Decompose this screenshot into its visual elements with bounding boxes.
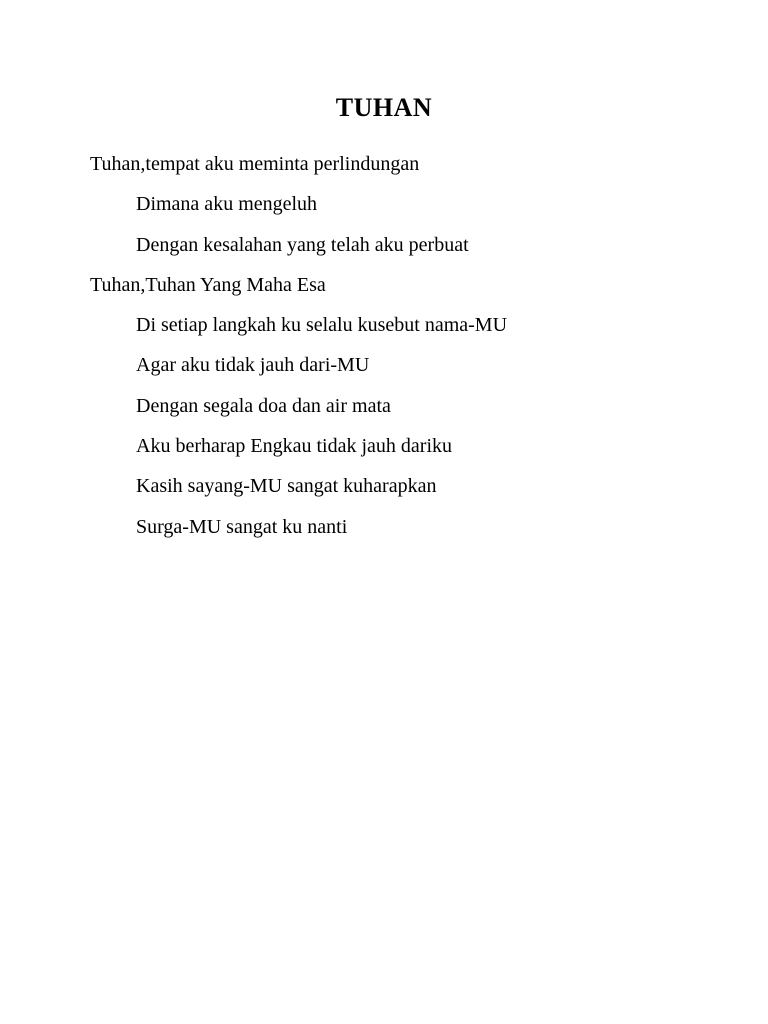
poem-line: Dengan segala doa dan air mata [136,394,391,417]
poem-body [0,144,768,547]
poem-line: Dengan kesalahan yang telah aku perbuat [136,233,469,256]
poem-line: Tuhan,tempat aku meminta perlindungan [90,153,420,175]
poem-line: Kasih sayang-MU sangat kuharapkan [136,475,437,498]
poem-line: Surga-MU sangat ku nanti [136,515,348,538]
poem-line: Aku berharap Engkau tidak jauh dariku [136,435,453,458]
page-title: TUHAN [335,93,433,122]
poem-line: Dimana aku mengeluh [136,193,318,216]
poem-line: Tuhan,Tuhan Yang Maha Esa [90,273,326,296]
poem-line: Di setiap langkah ku selalu kusebut nama-MU [136,314,508,337]
poem-line: Agar aku tidak jauh dari-MU [136,354,370,377]
